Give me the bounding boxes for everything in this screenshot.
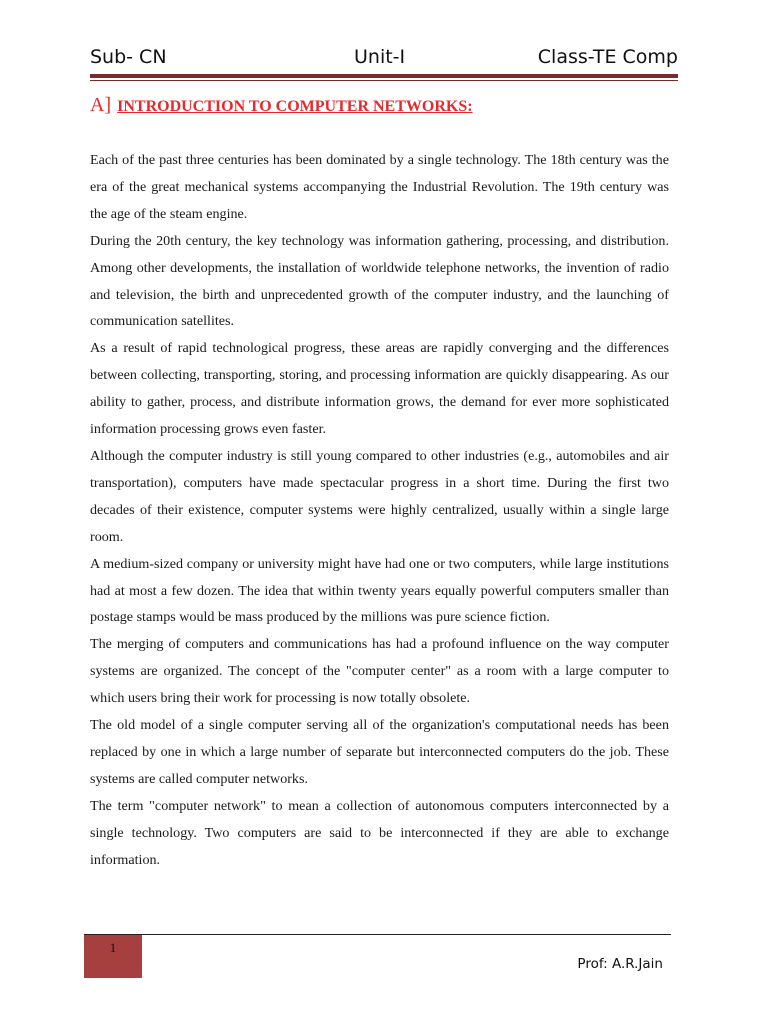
page-number: 1 [109, 940, 117, 955]
page-number-box [84, 935, 142, 978]
paragraph: A medium-sized company or university might have had one or two computers, while large institutions had at most a few dozen. The idea that within twenty years equally powerful computers smaller than postage stamps would be mass produced by the millions was pure science fiction. [90, 555, 669, 626]
header-subject: Sub- CN [90, 46, 167, 68]
body-text [90, 147, 669, 873]
paragraph: The term "computer network" to mean a collection of autonomous computers interconnected by a single technology. Two computers are said to be interconnected if they are able to exchange information. [90, 797, 669, 868]
section-title: INTRODUCTION TO COMPUTER NETWORKS: [117, 98, 473, 115]
header-rule [90, 74, 678, 78]
paragraph: The old model of a single computer serving all of the organization's computational needs has been replaced by one in which a large number of separate but interconnected computers do the job. These systems are called computer networks. [90, 717, 669, 787]
header-unit: Unit-I [354, 46, 406, 68]
paragraph: As a result of rapid technological progress, these areas are rapidly converging and the differences between collecting, transporting, storing, and processing information are quickly disappearing. As our ability to gather, process, and distribute information grows, the demand for ever more sophisticated information processing grows even faster. [90, 340, 669, 438]
section-marker: A] [90, 94, 112, 116]
footer-rule [84, 934, 671, 935]
section-heading [90, 94, 473, 117]
header-class: Class-TE Comp [537, 46, 678, 68]
paragraph: During the 20th century, the key technology was information gathering, processing, and distribution. Among other developments, the installation of worldwide telephone networks, the invention of radio and television, the birth and unprecedented growth of the computer industry, and the launching of communication satellites. [90, 232, 669, 330]
paragraph: Although the computer industry is still young compared to other industries (e.g., automobiles and air transportation), computers have made spectacular progress in a short time. During the first two decades of their existence, computer systems were highly centralized, usually within a single large room. [90, 447, 669, 545]
page-header [90, 44, 678, 74]
footer-author: Prof: A.R.Jain [577, 956, 663, 972]
header-rule-thin [90, 80, 678, 81]
paragraph: Each of the past three centuries has been dominated by a single technology. The 18th century was the era of the great mechanical systems accompanying the Industrial Revolution. The 19th century was the age of the steam engine. [90, 152, 669, 222]
paragraph: The merging of computers and communications has had a profound influence on the way computer systems are organized. The concept of the "computer center" as a room with a large computer to which users bring their work for processing is now totally obsolete. [90, 636, 669, 707]
